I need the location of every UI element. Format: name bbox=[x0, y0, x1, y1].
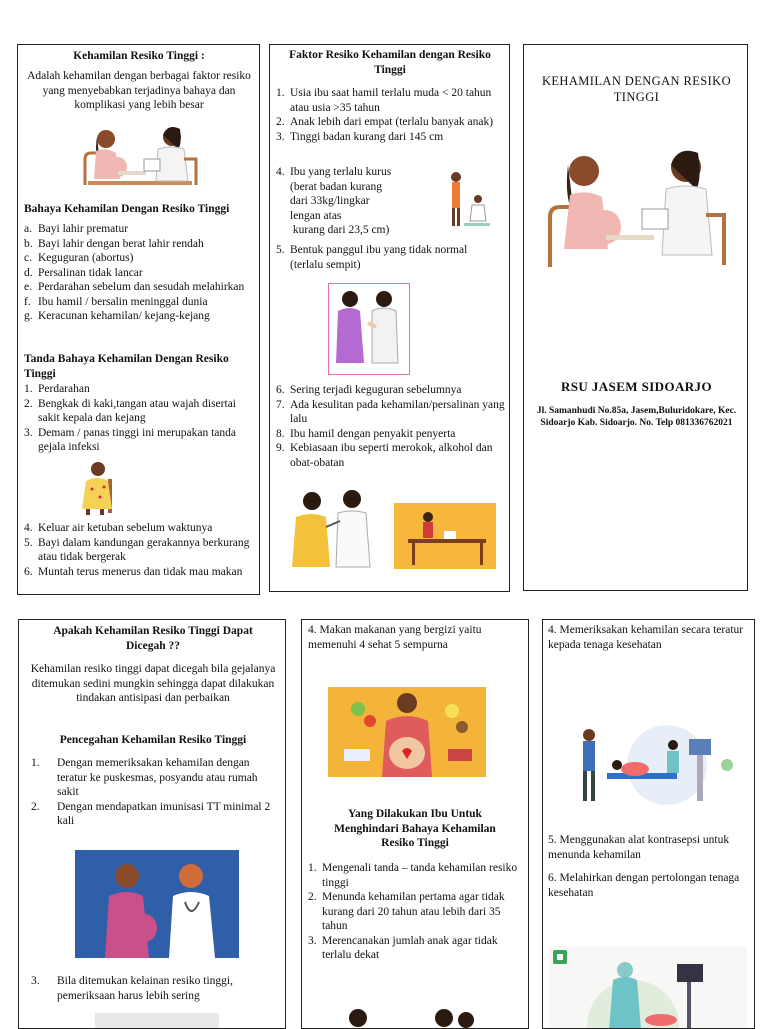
list-item-text: Muntah terus menerus dan tidak mau makan bbox=[38, 565, 243, 578]
p1-danger-heading: Bahaya Kehamilan Dengan Resiko Tinggi bbox=[24, 203, 230, 215]
injection-illustration bbox=[282, 487, 382, 571]
list-item bbox=[24, 237, 256, 252]
p2-title: Faktor Resiko Kehamilan dengan Resiko Tinggi bbox=[289, 49, 491, 76]
list-item bbox=[308, 890, 522, 934]
p2-item4-number: 4. bbox=[276, 166, 285, 178]
p1-definition: Adalah kehamilan dengan berbagai faktor resiko yang menyebabkan terjadinya bahaya dan komplikasi yang lebih besar bbox=[27, 70, 251, 111]
p3-title: KEHAMILAN DENGAN RESIKO TINGGI bbox=[541, 74, 732, 104]
p4-intro: Kehamilan resiko tinggi dapat dicegah bila gejalanya ditemukan sedini mungkin sehingga dapat dilakukan tindakan antisipasi dan perbaikan bbox=[30, 663, 276, 704]
list-item bbox=[276, 427, 506, 442]
list-item-number: 8. bbox=[276, 427, 285, 440]
p2-item4-line: Ibu yang terlalu kurus bbox=[290, 166, 392, 178]
list-item-text: Demam / panas tinggi ini merupakan tanda gejala infeksi bbox=[38, 426, 236, 453]
list-item-text: Usia ibu saat hamil terlalu muda < 20 tahun atau usia >35 tahun bbox=[290, 87, 492, 114]
p4-prevention-list bbox=[31, 756, 279, 829]
list-item-number: 3. bbox=[24, 426, 33, 439]
list-item-text: Ibu hamil / bersalin meninggal dunia bbox=[38, 295, 208, 308]
p2-item5 bbox=[276, 243, 502, 272]
list-item-text: Menunda kehamilan pertama agar tidak kurang dari 20 tahun atau lebih dari 35 tahun bbox=[322, 891, 505, 932]
list-item-text: Mengenali tanda – tanda kehamilan resiko tinggi bbox=[322, 862, 518, 889]
thin-woman-illustration bbox=[446, 169, 492, 231]
list-item bbox=[24, 266, 256, 281]
p1-signs-heading: Tanda Bahaya Kehamilan Dengan Resiko Tinggi bbox=[24, 353, 229, 380]
p5-heading: Yang Dilakukan Ibu Untuk Menghindari Bahaya Kehamilan Resiko Tinggi bbox=[334, 808, 496, 849]
list-item-number: 3. bbox=[308, 934, 317, 947]
list-item-number: g. bbox=[24, 310, 33, 322]
p4-item3 bbox=[31, 974, 279, 1003]
p2-item4-line: lengan atas bbox=[290, 209, 342, 222]
p2-item5-text: Bentuk panggul ibu yang tidak normal (terlalu sempit) bbox=[290, 244, 468, 271]
list-item bbox=[24, 309, 256, 324]
p2-item4-line: (berat badan kurang bbox=[290, 180, 382, 193]
p2-item4-line: kurang dari 23,5 cm) bbox=[290, 224, 390, 236]
list-item-number: 2. bbox=[308, 891, 317, 903]
p6-item5: 5. Menggunakan alat kontrasepsi untuk menunda kehamilan bbox=[548, 834, 730, 861]
list-item-text: Bayi lahir dengan berat lahir rendah bbox=[38, 237, 204, 250]
desk-illustration bbox=[394, 503, 496, 569]
list-item-text: Persalinan tidak lancar bbox=[38, 266, 143, 279]
p2-item5-number: 5. bbox=[276, 244, 285, 256]
list-item bbox=[308, 934, 522, 963]
list-item-number: 2. bbox=[276, 116, 285, 128]
list-item-number: 1. bbox=[276, 87, 285, 99]
list-item-text: Sering terjadi keguguran sebelumnya bbox=[290, 384, 462, 396]
list-item-number: 9. bbox=[276, 442, 285, 454]
list-item bbox=[308, 861, 522, 890]
list-item-text: Anak lebih dari empat (terlalu banyak anak) bbox=[290, 116, 494, 128]
list-item-number: 3. bbox=[276, 130, 285, 143]
list-item-text: Merencanakan jumlah anak agar tidak terlalu dekat bbox=[322, 934, 498, 961]
p4-item3-number: 3. bbox=[31, 975, 40, 987]
panel-3 bbox=[523, 44, 748, 591]
list-item-text: Perdarahan sebelum dan sesudah melahirkan bbox=[38, 281, 245, 293]
panel-4 bbox=[18, 619, 286, 1029]
p4-prevention-heading: Pencegahan Kehamilan Resiko Tinggi bbox=[59, 734, 247, 746]
p4-item3-text: Bila ditemukan kelainan resiko tinggi, pemeriksaan harus lebih sering bbox=[57, 975, 233, 1002]
panel-1 bbox=[17, 44, 260, 595]
p1-signs-list-2 bbox=[24, 521, 252, 579]
list-item-number: 6. bbox=[24, 565, 33, 578]
p1-danger-list bbox=[24, 222, 256, 324]
mother-doctor-illustration bbox=[75, 850, 239, 958]
list-item bbox=[276, 441, 506, 470]
list-item bbox=[24, 536, 252, 565]
childbirth-illustration-partial bbox=[549, 946, 747, 1029]
partial-illustration-bottom bbox=[95, 1013, 219, 1029]
ultrasound-illustration bbox=[577, 725, 741, 807]
list-item-number: b. bbox=[24, 237, 33, 250]
p3-org-name: RSU JASEM SIDOARJO bbox=[561, 379, 712, 394]
list-item-text: Dengan mendapatkan imunisasi TT minimal 2 kali bbox=[57, 800, 271, 827]
p2-item4-line: dari 33kg/lingkar bbox=[290, 195, 370, 207]
list-item bbox=[276, 115, 506, 130]
list-item bbox=[276, 86, 506, 115]
list-item bbox=[31, 756, 279, 800]
list-item-text: Ada kesulitan pada kehamilan/persalinan yang lalu bbox=[290, 398, 505, 425]
list-item-text: Ibu hamil dengan penyakit penyerta bbox=[290, 427, 456, 440]
list-item bbox=[276, 130, 506, 145]
list-item-number: 1. bbox=[31, 757, 40, 769]
list-item-number: 4. bbox=[24, 522, 33, 534]
p6-item4: 4. Memeriksakan kehamilan secara teratur kepada tenaga kesehatan bbox=[548, 624, 744, 651]
p3-address: Jl. Samanhudi No.85a, Jasem,Buluridokare, Kec. Sidoarjo Kab. Sidoarjo. No. Telp 081336762021 bbox=[536, 406, 737, 428]
list-item-number: 7. bbox=[276, 398, 285, 411]
panel-2 bbox=[269, 44, 510, 592]
panel-6 bbox=[542, 619, 755, 1029]
mother-head bbox=[97, 130, 115, 148]
list-item-number: f. bbox=[24, 295, 31, 308]
list-item-text: Dengan memeriksakan kehamilan dengan teratur ke puskesmas, posyandu atau rumah sakit bbox=[57, 757, 258, 798]
list-item-text: Bengkak di kaki,tangan atau wajah disertai sakit kepala dan kejang bbox=[38, 397, 236, 424]
list-item bbox=[24, 280, 256, 295]
list-item bbox=[24, 251, 256, 266]
list-item bbox=[31, 800, 279, 829]
list-item-number: 6. bbox=[276, 384, 285, 396]
p1-title: Kehamilan Resiko Tinggi : bbox=[73, 50, 205, 62]
p5-list bbox=[308, 861, 522, 963]
sick-woman-illustration bbox=[74, 459, 126, 517]
list-item-number: c. bbox=[24, 252, 32, 264]
list-item bbox=[24, 295, 256, 310]
list-item-number: a. bbox=[24, 223, 32, 235]
p2-list-b bbox=[276, 383, 506, 470]
family-illustration-partial bbox=[332, 1004, 492, 1029]
list-item-text: Tinggi badan kurang dari 145 cm bbox=[290, 130, 444, 143]
list-item bbox=[24, 521, 252, 536]
list-item-text: Keracunan kehamilan/ kejang-kejang bbox=[38, 310, 210, 322]
list-item bbox=[276, 383, 506, 398]
p1-signs-list bbox=[24, 382, 252, 455]
pelvis-exam-illustration bbox=[328, 283, 410, 375]
p5-item4: 4. Makan makanan yang bergizi yaitu memenuhi 4 sehat 5 sempurna bbox=[308, 624, 482, 651]
panel-5 bbox=[301, 619, 529, 1029]
list-item-number: 1. bbox=[308, 862, 317, 874]
list-item bbox=[24, 397, 252, 426]
cover-consultation-illustration bbox=[544, 137, 730, 269]
p2-list-a bbox=[276, 86, 506, 144]
list-item bbox=[24, 222, 256, 237]
list-item-text: Keguguran (abortus) bbox=[38, 252, 134, 264]
consultation-illustration bbox=[80, 119, 200, 197]
list-item bbox=[24, 565, 252, 580]
list-item-text: Keluar air ketuban sebelum waktunya bbox=[38, 522, 213, 534]
list-item-number: 2. bbox=[31, 800, 40, 813]
list-item-text: Kebiasaan ibu seperti merokok, alkohol dan obat-obatan bbox=[290, 442, 493, 469]
list-item-text: Bayi dalam kandungan gerakannya berkurang atau tidak bergerak bbox=[38, 536, 250, 563]
list-item-text: Bayi lahir prematur bbox=[38, 223, 129, 235]
list-item-number: 1. bbox=[24, 383, 33, 395]
list-item-text: Perdarahan bbox=[38, 383, 90, 395]
list-item-number: d. bbox=[24, 266, 33, 279]
list-item bbox=[24, 426, 252, 455]
list-item-number: 2. bbox=[24, 397, 33, 410]
list-item bbox=[24, 382, 252, 397]
p2-item4 bbox=[276, 165, 436, 238]
p6-item6: 6. Melahirkan dengan pertolongan tenaga kesehatan bbox=[548, 872, 740, 899]
p4-title: Apakah Kehamilan Resiko Tinggi Dapat Dicegah ?? bbox=[53, 625, 253, 652]
list-item bbox=[276, 398, 506, 427]
list-item-number: e. bbox=[24, 281, 32, 293]
list-item-number: 5. bbox=[24, 536, 33, 549]
nutrition-illustration bbox=[328, 687, 486, 777]
